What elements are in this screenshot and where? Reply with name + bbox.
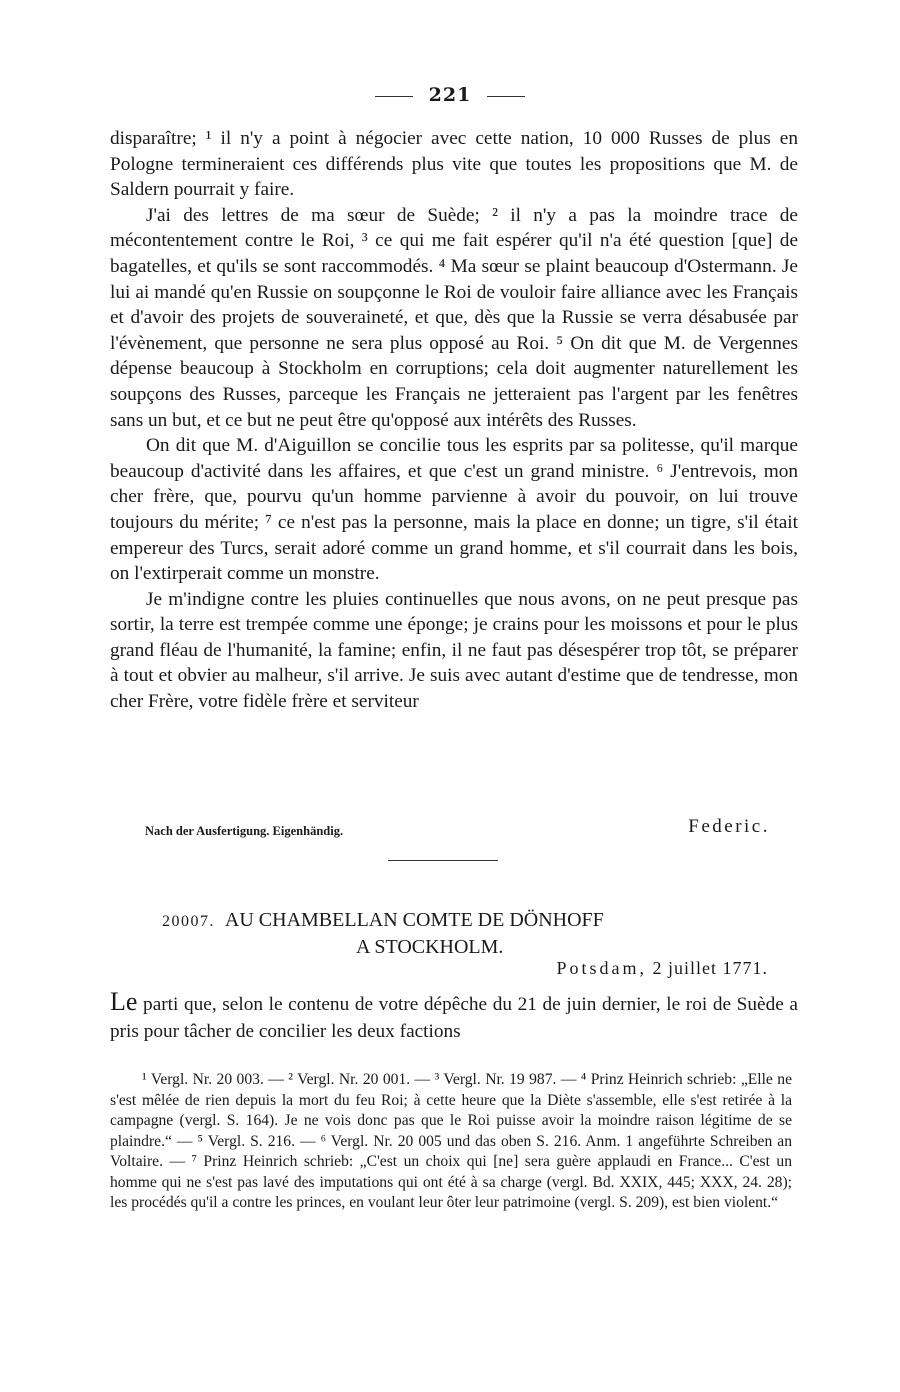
signature: Federic. — [688, 816, 770, 837]
source-line — [145, 816, 770, 844]
paragraph-4: Je m'indigne contre les pluies continuelles que nous avons, on ne peut presque pas sortir, la terre est trempée comme une éponge; je crains pour les moissons et pour le plus grand fléau de l'humanité, la famine; enfin, il ne faut pas désespérer trop tôt, se préparer à tout et obvier au malheur, s'il arrive. Je suis avec autant d'estime que de tendresse, mon cher Frère, votre fidèle frère et serviteur — [110, 588, 798, 713]
paragraph-2: J'ai des lettres de ma sœur de Suède; ² il n'y a pas la moindre trace de mécontentement contre le Roi, ³ ce qui me fait espérer qu'il n'a été question [que] de bagatelles, et qu'ils se sont raccommodés. ⁴ Ma sœur se plaint beaucoup d'Ostermann. Je lui ai mandé qu'en Russie on soupçonne le Roi de vouloir faire alliance avec les Français et d'avoir des projets de souveraineté, et que, dès que la Russie se verra désabusée par l'évènement, que personne ne sera plus opposé au Roi. ⁵ On dit que M. de Vergennes dépense beaucoup à Stockholm en corruptions; cela doit augmenter naturellement les soupçons des Russes, parceque les Français ne jetteraient pas l'argent par les fenêtres sans un but, et ce but ne peut être qu'opposé aux intérêts des Russes. — [110, 204, 798, 431]
footnotes — [110, 1070, 792, 1214]
paragraph-1: disparaître; ¹ il n'y a point à négocier avec cette nation, 10 000 Russes de plus en Pologne termineraient ces différends plus vite que toutes les propositions que M. de Saldern pourrait y faire. — [110, 128, 798, 201]
source-note: Nach der Ausfertigung. Eigenhändig. — [145, 824, 344, 838]
footnote-block: ¹ Vergl. Nr. 20 003. — ² Vergl. Nr. 20 001. — ³ Vergl. Nr. 19 987. — ⁴ Prinz Heinrich schrieb: „Elle ne s'est mêlée de rien depuis la mort du feu Roi; à cette heure que la Diète s'assemble, elle s'est retirée à la campagne (vergl. S. 164). Je ne vois donc pas que le Roi puisse avoir la moindre raison légitime de se plaindre.“ — ⁵ Vergl. S. 216. — ⁶ Vergl. Nr. 20 005 und das oben S. 216. Anm. 1 angeführte Schreiben an Voltaire. — ⁷ Prinz Heinrich schrieb: „C'est un choix qui [ne] sera guère applaudi en France... C'est un homme qui ne s'est pas lavé des imputations qui ont été à sa charge (vergl. Bd. XXIX, 445; XXX, 24. 28); les procédés qu'il a contre les princes, en voulant leur ôter leur patrimoine (vergl. S. 209), est bien violent.“ — [110, 1071, 792, 1211]
section-separator — [388, 860, 498, 861]
opening-text: parti que, selon le contenu de votre dépêche du 21 de juin dernier, le roi de Suède a pris pour tâcher de concilier les deux factions — [110, 994, 798, 1042]
letter-title-line-2: A STOCKHOLM. — [356, 936, 504, 958]
letter-opening — [110, 988, 798, 1045]
letter-title-1: AU CHAMBELLAN COMTE DE DÖNHOFF — [224, 909, 604, 931]
dateline-place: Potsdam, — [556, 958, 647, 978]
opening-initial: Le — [110, 987, 138, 1016]
letter-title-line-1 — [162, 909, 604, 932]
header-rule-left — [375, 96, 413, 97]
dateline-date: 2 juillet 1771. — [652, 958, 768, 978]
page-header — [0, 84, 900, 106]
letter-number: 20007. — [162, 913, 215, 930]
paragraph-3: On dit que M. d'Aiguillon se concilie tous les esprits par sa politesse, qu'il marque beaucoup d'activité dans les affaires, et que c'est un grand ministre. ⁶ J'entrevois, mon cher frère, que, pourvu qu'un homme parvienne à avoir du pouvoir, on lui trouve toujours du mérite; ⁷ ce n'est pas la personne, mais la place en donne; un tigre, s'il était empereur des Turcs, serait adoré comme un grand homme, et s'il courrait dans les bois, on l'extirperait comme un monstre. — [110, 435, 798, 585]
header-rule-right — [487, 96, 525, 97]
page-number: 221 — [428, 84, 472, 106]
dateline — [556, 958, 768, 979]
letter-body — [110, 126, 798, 715]
